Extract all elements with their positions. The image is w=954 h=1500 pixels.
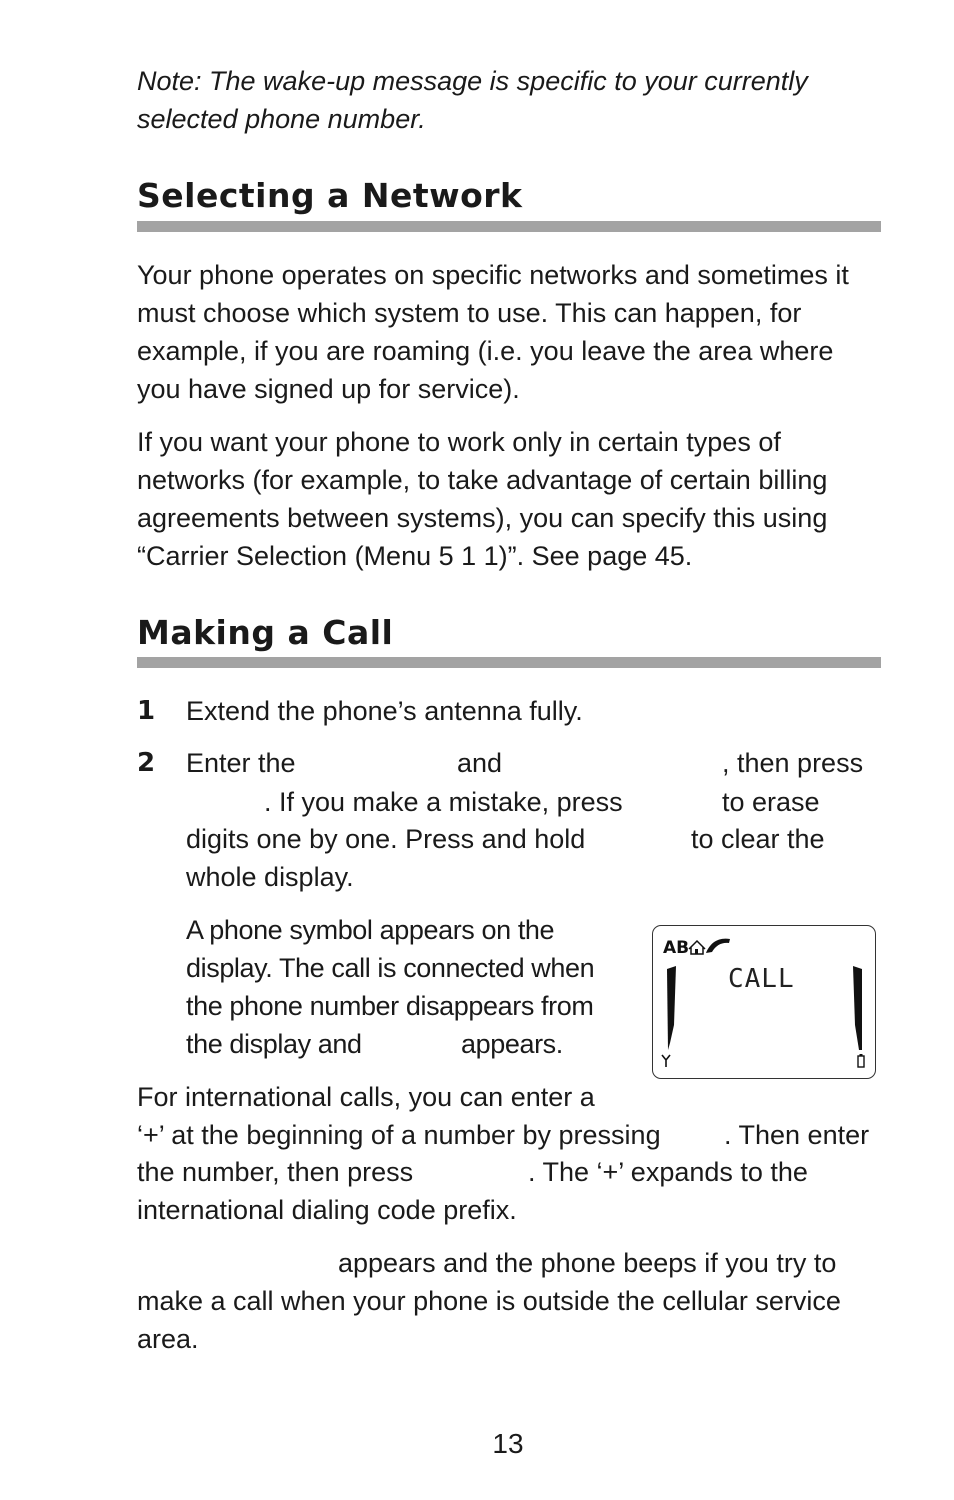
step-text: , then press xyxy=(722,748,864,778)
note-text: Note: The wake-up message is specific to your currently selected phone number. xyxy=(137,66,808,134)
paragraph-networks: Your phone operates on specific networks and sometimes it must choose which system to use. This can happen, for example, if you are roaming (i.e. you leave the area where you have signed up for service). xyxy=(137,260,849,404)
paragraph-carrier-selection: If you want your phone to work only in certain types of networks (for example, to take advantage of certain billing agreements between systems), you can specify this using “Carrier Selection (Menu 5 1 1)”. See page 45. xyxy=(137,427,828,571)
battery-level-bar xyxy=(853,966,862,1050)
signal-strength-bar xyxy=(667,966,676,1050)
paragraph-line: the number, then press xyxy=(137,1157,414,1187)
step-text: whole display. xyxy=(186,862,354,892)
paragraph-line: make a call when your phone is outside the cellular service xyxy=(137,1286,841,1316)
network-indicator: AB xyxy=(662,937,689,958)
step-text: to clear the xyxy=(691,824,825,854)
paragraph-line: display. The call is connected when xyxy=(186,953,595,983)
section-heading-selecting-network: Selecting a Network xyxy=(137,176,523,215)
step-text: Extend the phone’s antenna fully. xyxy=(186,696,583,726)
paragraph-line: . The ‘+’ expands to the xyxy=(528,1157,808,1187)
heading-rule xyxy=(137,221,881,232)
step-text: digits one by one. Press and hold xyxy=(186,824,586,854)
paragraph-line: the phone number disappears from xyxy=(186,991,594,1021)
display-svg xyxy=(652,925,876,1079)
battery-icon xyxy=(858,1054,864,1067)
step-text: . If you make a mistake, press xyxy=(264,787,623,817)
page-number: 13 xyxy=(492,1428,524,1459)
antenna-icon xyxy=(662,1055,670,1067)
paragraph-line: area. xyxy=(137,1324,199,1354)
phone-handset-icon xyxy=(706,938,730,952)
paragraph-line: the display and xyxy=(186,1029,362,1059)
paragraph-line: For international calls, you can enter a xyxy=(137,1082,595,1112)
paragraph-line: appears and the phone beeps if you try to xyxy=(338,1248,837,1278)
step-text: Enter the xyxy=(186,748,296,778)
paragraph-line: international dialing code prefix. xyxy=(137,1195,517,1225)
step-number: 2 xyxy=(137,748,156,778)
heading-rule xyxy=(137,657,881,668)
section-heading-making-call: Making a Call xyxy=(137,613,394,652)
paragraph-line: . Then enter xyxy=(724,1120,870,1150)
paragraph-line: ‘+’ at the beginning of a number by pressing xyxy=(137,1120,661,1150)
paragraph-line: appears. xyxy=(461,1029,563,1059)
step-number: 1 xyxy=(137,696,156,726)
step-text: to erase xyxy=(722,787,820,817)
display-text: CALL xyxy=(727,963,795,994)
phone-display-illustration xyxy=(652,925,876,1079)
step-text: and xyxy=(457,748,503,778)
home-icon xyxy=(689,941,705,954)
paragraph-line: A phone symbol appears on the xyxy=(186,915,555,945)
